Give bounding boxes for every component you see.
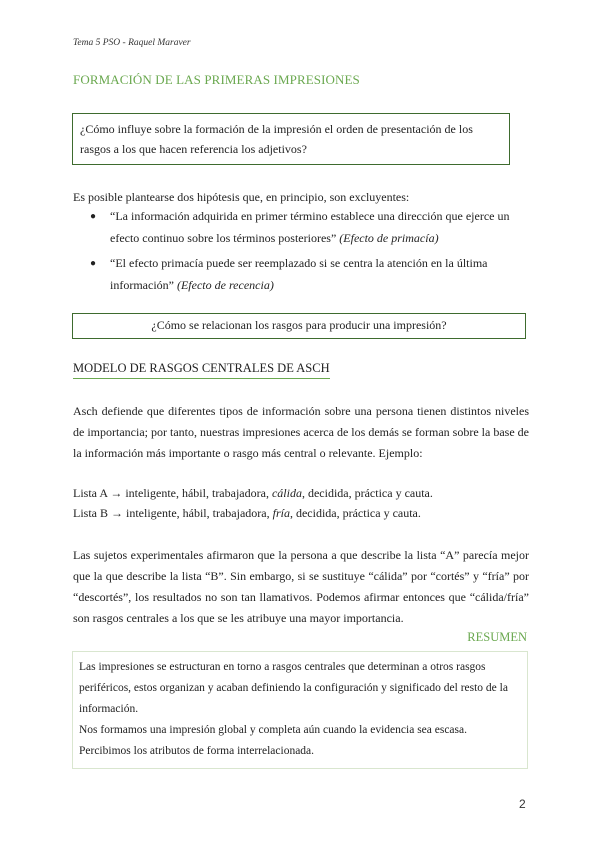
hypothesis-recency-text: “El efecto primacía puede ser reemplazado si se centra la atención en la última información” bbox=[110, 256, 488, 292]
resumen-line: Las impresiones se estructuran en torno a rasgos centrales que determinan a otros rasgos periféricos, estos organizan y acaban definiendo la configuración y significado del resto de la información. bbox=[79, 661, 508, 715]
resumen-box bbox=[72, 651, 528, 769]
asch-model-heading: MODELO DE RASGOS CENTRALES DE ASCH bbox=[73, 361, 330, 379]
effect-primacy-label: (Efecto de primacía) bbox=[339, 230, 439, 245]
list-a-suffix: , decidida, práctica y cauta. bbox=[301, 486, 433, 500]
question-box-order: ¿Cómo influye sobre la formación de la impresión el orden de presentación de los rasgos a los que hacen referencia los adjetivos? bbox=[72, 113, 510, 165]
page-number: 2 bbox=[519, 797, 526, 811]
resumen-title: RESUMEN bbox=[467, 630, 527, 644]
running-header: Tema 5 PSO - Raquel Maraver bbox=[73, 38, 191, 48]
hypotheses-intro: Es posible plantearse dos hipótesis que, en principio, son excluyentes: bbox=[73, 190, 410, 204]
list-item bbox=[90, 206, 530, 249]
list-b-suffix: , decidida, práctica y cauta. bbox=[289, 506, 421, 520]
section-title: FORMACIÓN DE LAS PRIMERAS IMPRESIONES bbox=[73, 72, 360, 87]
bullet-icon: ● bbox=[90, 211, 97, 222]
list-a-line bbox=[73, 483, 433, 504]
list-a-key-trait: cálida bbox=[271, 486, 302, 500]
resumen-line: Nos formamos una impresión global y completa aún cuando la evidencia sea escasa. bbox=[79, 724, 467, 736]
list-a-prefix: Lista A → inteligente, hábil, trabajadora, bbox=[73, 486, 272, 500]
list-b-line bbox=[73, 503, 421, 524]
bullet-icon: ● bbox=[90, 258, 97, 269]
effect-recency-label: (Efecto de recencia) bbox=[176, 277, 274, 292]
list-b-prefix: Lista B → inteligente, hábil, trabajadora, bbox=[73, 506, 273, 520]
question-box-traits: ¿Cómo se relacionan los rasgos para producir una impresión? bbox=[72, 313, 526, 339]
list-b-key-trait: fría bbox=[272, 506, 290, 520]
results-paragraph: Las sujetos experimentales afirmaron que la persona a que describe la lista “A” parecía mejor que la que describe la lista “B”. Sin embargo, si se sustituye “cálida” por “cortés” y “fría” por “descortés”, los resultados no son tan llamativos. Podemos afirmar entonces que “cálida/fría” son rasgos centrales a los que se les atribuye una mayor importancia. bbox=[73, 548, 529, 625]
hypothesis-primacy-text: “La información adquirida en primer término establece una dirección que ejerce un efecto continuo sobre los términos posteriores” bbox=[110, 209, 510, 245]
asch-paragraph: Asch defiende que diferentes tipos de información sobre una persona tienen distintos niveles de importancia; por tanto, nuestras impresiones acerca de los demás se forman sobre la base de la información más importante o rasgo más central o relevante. Ejemplo: bbox=[73, 404, 529, 460]
hypotheses-list bbox=[90, 206, 530, 300]
list-item bbox=[90, 253, 530, 296]
resumen-line: Percibimos los atributos de forma interrelacionada. bbox=[79, 745, 315, 757]
